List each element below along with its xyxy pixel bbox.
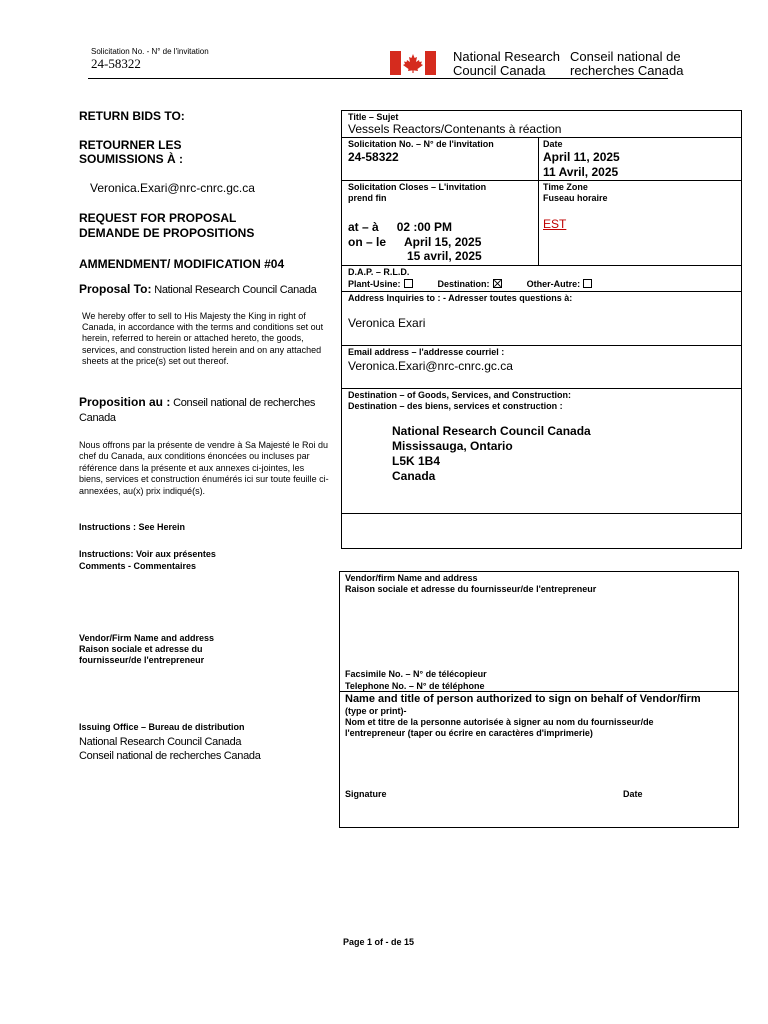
canada-flag-icon <box>390 51 436 75</box>
closes-date <box>348 235 481 249</box>
email-value: Veronica.Exari@nrc-cnrc.gc.ca <box>348 359 513 373</box>
at-value: 02 :00 PM <box>396 220 453 234</box>
date-en: April 11, 2025 <box>543 150 620 164</box>
amendment-heading: AMMENDMENT/ MODIFICATION #04 <box>79 257 285 271</box>
org-name-en-line2: Council Canada <box>453 63 546 78</box>
org-name-en <box>453 50 560 78</box>
timezone-label-line2: Fuseau horaire <box>543 193 608 203</box>
proposal-to-value: National Research Council Canada <box>151 284 317 296</box>
issuing-office-en: National Research Council Canada <box>79 736 242 748</box>
return-bids-fr-heading <box>79 138 183 166</box>
return-bids-fr-line2: SOUMISSIONS À : <box>79 152 184 166</box>
destination-line4: Canada <box>392 469 436 483</box>
sign-title-label: Name and title of person authorized to sign on behalf of Vendor/firm <box>345 693 701 705</box>
sign-fr-line2: l'entrepreneur (taper ou écrire en caractères d'imprimerie) <box>345 728 593 738</box>
vendor-label-fr-line2: fournisseur/de l'entrepreneur <box>79 655 205 665</box>
vendor-box-label-fr: Raison sociale et adresse du fournisseur/de l'entrepreneur <box>345 584 597 594</box>
form-divider-1 <box>341 137 742 138</box>
inquiries-value: Veronica Exari <box>348 316 426 330</box>
destination-checkbox[interactable] <box>493 279 502 288</box>
proposition-value: Conseil national de recherches Canada <box>79 397 316 424</box>
dap-options <box>348 279 592 290</box>
vendor-box-label-en: Vendor/firm Name and address <box>345 573 478 583</box>
instructions-fr: Instructions: Voir aux présentes <box>79 549 216 559</box>
closes-label-line2: prend fin <box>348 193 387 203</box>
proposal-to <box>79 282 316 296</box>
timezone-label <box>543 182 608 204</box>
on-value-fr: 15 avril, 2025 <box>407 249 482 263</box>
rfp-en: REQUEST FOR PROPOSAL <box>79 211 237 225</box>
destination-heading <box>348 390 571 412</box>
title-value: Vessels Reactors/Contenants à réaction <box>348 122 562 136</box>
rfp-fr: DEMANDE DE PROPOSITIONS <box>79 226 255 240</box>
on-label: on – le <box>348 235 387 249</box>
timezone-label-line1: Time Zone <box>543 182 588 192</box>
email-label: Email address – l'addresse courriel : <box>348 347 505 357</box>
plant-usine-checkbox[interactable] <box>404 279 413 288</box>
closes-label <box>348 182 486 204</box>
instructions-en: Instructions : See Herein <box>79 522 186 532</box>
inquiries-label: Address Inquiries to : - Adresser toutes questions à: <box>348 293 573 303</box>
page-number: Page 1 of - de 15 <box>343 937 415 947</box>
proposition-au <box>79 395 329 425</box>
destination-address <box>392 424 591 484</box>
signature-label: Signature <box>345 789 387 799</box>
vendor-label-en: Vendor/Firm Name and address <box>79 633 215 643</box>
destination-line1: National Research Council Canada <box>392 424 591 438</box>
sign-fr-label <box>345 717 654 739</box>
form-divider-2 <box>341 180 742 181</box>
issuing-office-fr: Conseil national de recherches Canada <box>79 750 261 762</box>
form-column-divider <box>538 137 539 265</box>
solicitation-label: Solicitation No. - N° de l'invitation <box>91 47 209 56</box>
vendor-label-left <box>79 633 214 666</box>
rfp-heading <box>79 211 254 241</box>
plant-usine-label: Plant-Usine: <box>348 279 401 289</box>
form-divider-3 <box>341 265 742 266</box>
issuing-office-label: Issuing Office – Bureau de distribution <box>79 722 245 732</box>
form-divider-6 <box>341 388 742 389</box>
org-name-fr-line1: Conseil national de <box>570 49 681 64</box>
destination-label: Destination: <box>437 279 490 289</box>
signature-date-label: Date <box>623 789 643 799</box>
other-autre-label: Other-Autre: <box>526 279 581 289</box>
date-fr: 11 Avril, 2025 <box>543 165 619 179</box>
form-solicitation-label: Solicitation No. – N° de l'invitation <box>348 139 494 149</box>
on-value-en: April 15, 2025 <box>404 235 482 249</box>
header-rule <box>88 78 668 79</box>
org-name-fr-line2: recherches Canada <box>570 63 684 78</box>
destination-line2: Mississauga, Ontario <box>392 439 513 453</box>
closes-label-line1: Solicitation Closes – L'invitation <box>348 182 487 192</box>
vendor-box-label <box>345 573 596 595</box>
return-email: Veronica.Exari@nrc-cnrc.gc.ca <box>90 181 255 195</box>
offer-text-en: We hereby offer to sell to His Majesty the King in right of Canada, in accordance with the terms and conditions set out herein, referred to herein or attached hereto, the goods, services, and construction listed herein and on any attached sheets at the price(s) set out thereof. <box>82 311 324 366</box>
issuing-office <box>79 735 261 763</box>
return-bids-heading: RETURN BIDS TO: <box>79 109 185 123</box>
sign-type-label: (type or print)- <box>345 706 407 716</box>
org-name-en-line1: National Research <box>453 49 560 64</box>
timezone-value: EST <box>543 217 567 231</box>
date-label: Date <box>543 139 563 149</box>
form-divider-5 <box>341 345 742 346</box>
at-label: at – à <box>348 220 379 234</box>
phone-label: Telephone No. – N° de téléphone <box>345 681 485 691</box>
other-autre-checkbox[interactable] <box>583 279 592 288</box>
offer-text-fr: Nous offrons par la présente de vendre à Sa Majesté le Roi du chef du Canada, aux conditions énoncées ou incluses par référence dans la présente et aux annexes ci-jointes, les biens, services et construction énumérés ici sur toute feuille ci-annexées, au(x) prix indiqué(s). <box>79 440 329 496</box>
date-value <box>543 150 620 180</box>
org-name-fr <box>570 50 683 78</box>
closes-time <box>348 220 452 234</box>
fax-label: Facsimile No. – N° de télécopieur <box>345 669 487 679</box>
proposition-label: Proposition au : <box>79 395 171 409</box>
sign-fr-line1: Nom et titre de la personne autorisée à signer au nom du fournisseur/de <box>345 717 654 727</box>
destination-heading-en: Destination – of Goods, Services, and Construction: <box>348 390 572 400</box>
solicitation-number: 24-58322 <box>91 56 141 71</box>
form-solicitation-value: 24-58322 <box>348 150 399 164</box>
vendor-label-fr-line1: Raison sociale et adresse du <box>79 644 203 654</box>
return-bids-fr-line1: RETOURNER LES <box>79 138 182 152</box>
title-label: Title – Sujet <box>348 112 399 122</box>
comments-label: Comments - Commentaires <box>79 561 197 571</box>
destination-heading-fr: Destination – des biens, services et construction : <box>348 401 563 411</box>
dap-label: D.A.P. – R.L.D. <box>348 267 410 277</box>
form-divider-4 <box>341 291 742 292</box>
destination-line3: L5K 1B4 <box>392 454 441 468</box>
form-divider-7 <box>341 513 742 514</box>
proposal-to-label: Proposal To: <box>79 282 152 296</box>
